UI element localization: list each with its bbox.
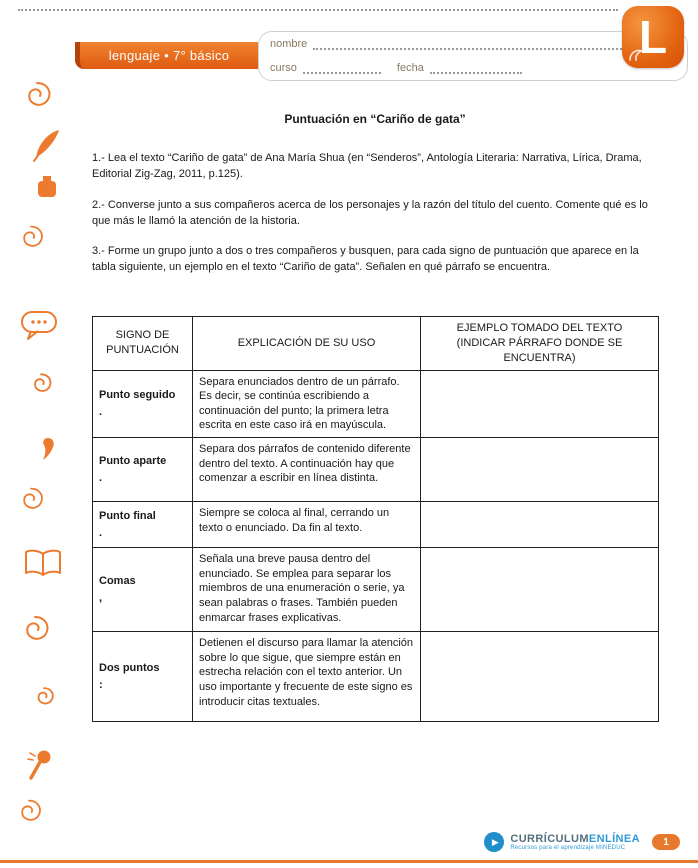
bottom-orange-rule <box>0 860 698 863</box>
explanation-cell: Separa dos párrafos de contenido diferente dentro del texto. A continuación hay que comenzar a escribir en línea distinta. <box>193 438 421 502</box>
page-number-badge: 1 <box>652 834 680 850</box>
sign-symbol: . <box>99 405 103 418</box>
example-input-cell[interactable] <box>421 548 659 632</box>
speech-bubble-icon <box>20 310 58 347</box>
column-header-sign: SIGNO DE PUNTUACIÓN <box>93 316 193 370</box>
play-icon: ▶ <box>484 832 504 852</box>
date-label: fecha <box>396 62 424 74</box>
name-field-line[interactable] <box>313 38 653 50</box>
table-row <box>93 502 659 548</box>
sign-cell <box>93 632 193 722</box>
sign-name: Punto seguido <box>99 389 176 402</box>
instruction-step-2: 2.- Converse junto a sus compañeros acerca de los personajes y la razón del título del cuento. Comente qué es lo que más le llamó la atención de la historia. <box>92 198 648 227</box>
sign-name: Punto final <box>99 510 156 523</box>
sign-symbol: , <box>99 591 103 604</box>
table-row <box>93 548 659 632</box>
date-field-line[interactable] <box>430 62 522 74</box>
top-dotted-rule <box>18 9 618 11</box>
sign-cell <box>93 370 193 438</box>
spiral-ornament <box>32 686 56 715</box>
example-input-cell[interactable] <box>421 438 659 502</box>
sign-cell <box>93 502 193 548</box>
brand-name-secondary: ENLÍNEA <box>588 832 640 845</box>
table-header-row <box>93 316 659 370</box>
subject-badge: lenguaje • 7° básico <box>75 42 258 69</box>
explanation-cell: Separa enunciados dentro de un párrafo. Es decir, se continúa escribiendo a continuación del punto; la primera letra escrita en este caso irá en mayúscula. <box>193 370 421 438</box>
footer-brand <box>484 832 640 852</box>
brand-name-primary: CURRÍCULUM <box>510 832 589 845</box>
book-icon <box>24 548 62 583</box>
name-field <box>270 38 653 50</box>
table-row <box>93 632 659 722</box>
sign-symbol: . <box>99 471 103 484</box>
spiral-ornament <box>20 80 54 119</box>
example-input-cell[interactable] <box>421 370 659 438</box>
brand-logo <box>622 6 684 68</box>
sign-name: Dos puntos <box>99 662 160 675</box>
explanation-cell: Siempre se coloca al final, cerrando un texto o enunciado. Da fin al texto. <box>193 502 421 548</box>
table-row <box>93 370 659 438</box>
course-field-line[interactable] <box>303 62 381 74</box>
instruction-step-3: 3.- Forme un grupo junto a dos o tres compañeros y busquen, para cada signo de puntuación que aparece en la tabla siguiente, un ejemplo en el texto “Cariño de gata”. Señalen en qué párrafo se encuentra. <box>92 245 639 274</box>
column-header-explanation: EXPLICACIÓN DE SU USO <box>193 316 421 370</box>
sign-cell <box>93 548 193 632</box>
spiral-ornament <box>18 614 52 653</box>
example-input-cell[interactable] <box>421 632 659 722</box>
comma-ornament <box>40 436 56 467</box>
page-title: Puntuación en “Cariño de gata” <box>284 112 466 126</box>
name-label: nombre <box>270 38 308 50</box>
sign-symbol: : <box>99 678 103 691</box>
spiral-ornament <box>28 372 54 403</box>
brand-tagline: Recursos para el aprendizaje MINEDUC <box>510 844 626 851</box>
left-ornament-strip <box>6 72 80 852</box>
course-field <box>270 62 522 74</box>
logo-letter: L <box>638 11 668 63</box>
spiral-ornament <box>16 486 46 521</box>
instruction-step-1: 1.- Lea el texto “Cariño de gata” de Ana María Shua (en “Senderos”, Antología Literaria: Narrativa, Lírica, Drama, Editorial Zig-Zag, 2011, p.125). <box>92 152 642 181</box>
sign-symbol: . <box>99 526 103 539</box>
explanation-cell: Señala una breve pausa dentro del enunciado. Se emplea para separar los miembros de una enumeración o serie, ya sean palabras o frases. También pueden enmarcar frases explicativas. <box>193 548 421 632</box>
explanation-cell: Detienen el discurso para llamar la atención sobre lo que sigue, que siempre están en estrecha relación con el texto anterior. Un uso importante y frecuente de este signo es introducir citas textuales. <box>193 632 421 722</box>
course-label: curso <box>270 62 297 74</box>
example-input-cell[interactable] <box>421 502 659 548</box>
spiral-ornament <box>14 798 44 833</box>
brand-wordmark <box>510 833 640 852</box>
brand-name <box>510 833 640 845</box>
table-row <box>93 438 659 502</box>
ink-bottle-icon <box>34 174 60 205</box>
sign-name: Comas <box>99 575 136 588</box>
sign-name: Punto aparte <box>99 455 167 468</box>
logo-swirl-ornament <box>628 48 644 62</box>
spiral-ornament <box>16 224 46 259</box>
column-header-example: EJEMPLO TOMADO DEL TEXTO (INDICAR PÁRRAFO DONDE SE ENCUENTRA) <box>421 316 659 370</box>
punctuation-table <box>92 316 659 723</box>
main-content <box>92 112 658 722</box>
microphone-icon <box>26 748 54 787</box>
feather-pen-icon <box>32 128 62 167</box>
sign-cell <box>93 438 193 502</box>
